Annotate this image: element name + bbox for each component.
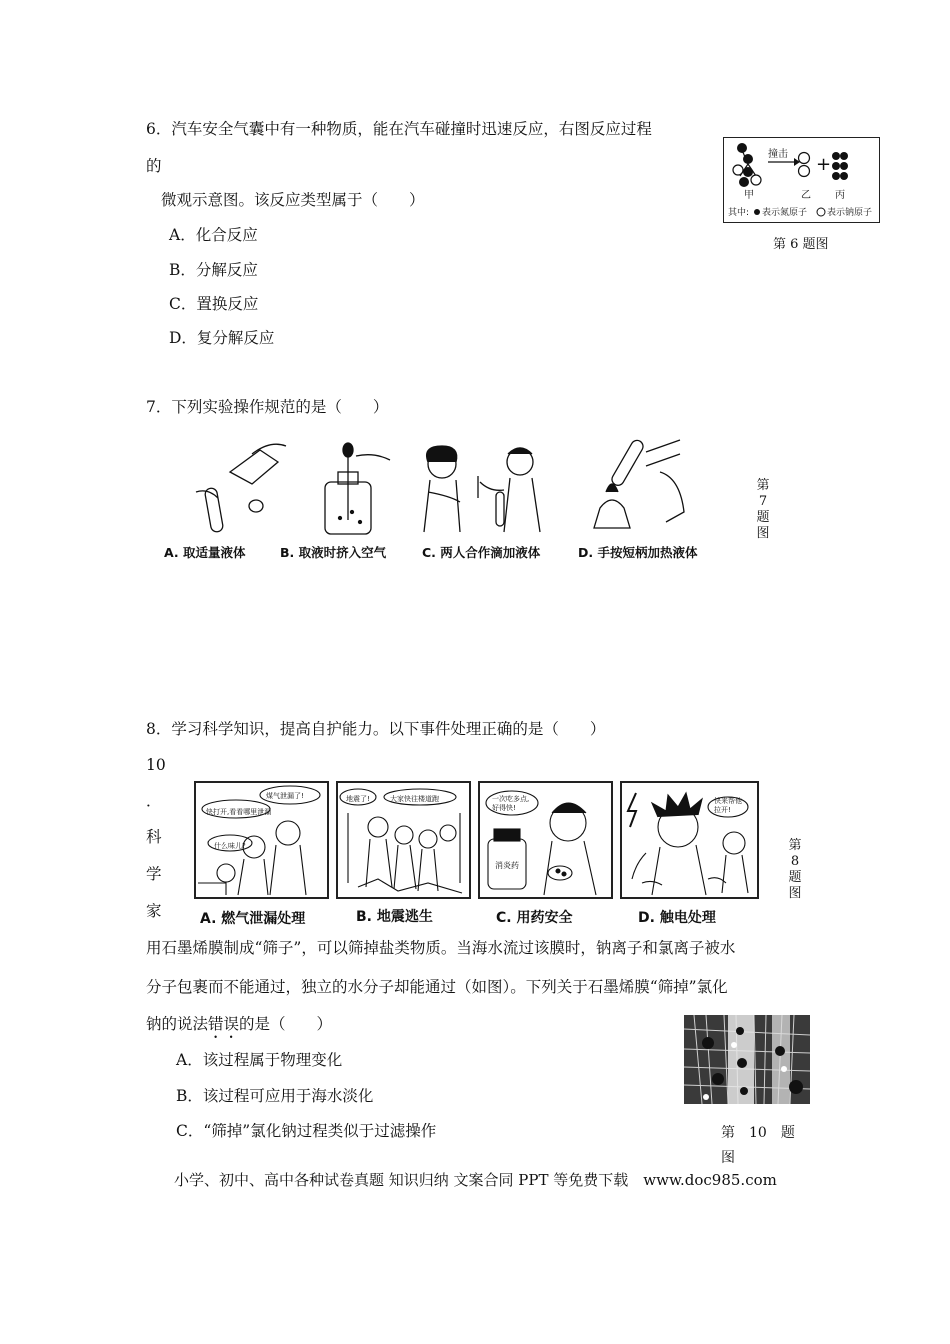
q6-stem-line2: 的 bbox=[146, 157, 162, 175]
bubble-text: 快来帮他拉开! bbox=[714, 797, 742, 814]
q6-stem-line1: 6．汽车安全气囊中有一种物质，能在汽车碰撞时迅速反应，右图反应过程 bbox=[146, 120, 652, 138]
reaction-diagram bbox=[724, 138, 879, 222]
bubble-text: 煤气泄漏了! bbox=[266, 792, 304, 800]
q10-figure bbox=[684, 1015, 810, 1104]
q6-stem-line3: 微观示意图。该反应类型属于（ ） bbox=[161, 191, 425, 209]
q8-figure-caption: 第 8 题 图 bbox=[788, 838, 802, 901]
q8-panel-label-c: C. 用药安全 bbox=[496, 910, 573, 926]
svg-text:乙: 乙 bbox=[801, 190, 811, 201]
page-footer: 小学、初中、高中各种试卷真题 知识归纳 文案合同 PPT 等免费下载 www.doc985.com bbox=[174, 1171, 777, 1189]
q10-emphasis-wrong: 错误 bbox=[208, 1015, 240, 1033]
medicine-bottle-label: 消炎药 bbox=[495, 861, 519, 870]
svg-text:其中:: 其中: bbox=[728, 208, 750, 218]
q8-panel-a bbox=[194, 781, 329, 899]
q6-option-d: D．复分解反应 bbox=[169, 329, 275, 347]
q8-stem: 8．学习科学知识，提高自护能力。以下事件处理正确的是（ ） bbox=[146, 720, 606, 738]
graphene-membrane-image bbox=[684, 1015, 810, 1104]
q8-panel-label-d: D. 触电处理 bbox=[638, 910, 716, 926]
q10-number-dot: ． bbox=[146, 792, 162, 810]
q6-option-a: A．化合反应 bbox=[169, 226, 258, 244]
svg-text:+: + bbox=[816, 154, 832, 175]
q10-number-char2: 学 bbox=[146, 865, 162, 883]
q6-option-c: C．置换反应 bbox=[169, 295, 259, 313]
bubble-text: 地震了! bbox=[346, 795, 370, 803]
q8-panel-d bbox=[620, 781, 759, 899]
q8-figure bbox=[194, 781, 764, 931]
q7-panel-label-b: B. 取液时挤入空气 bbox=[280, 545, 387, 560]
q10-figure-caption-line1: 第 10 题 bbox=[721, 1125, 795, 1141]
q8-panel-label-a: A. 燃气泄漏处理 bbox=[200, 911, 306, 927]
q6-option-b: B．分解反应 bbox=[169, 261, 258, 279]
q7-panel-label-a: A. 取适量液体 bbox=[164, 545, 246, 560]
q8-panel-b bbox=[336, 781, 471, 899]
q8-panel-c bbox=[478, 781, 613, 899]
bubble-text: 快打开,看看哪里泄漏 bbox=[206, 808, 272, 816]
svg-text:甲: 甲 bbox=[744, 190, 754, 201]
svg-text:撞击: 撞击 bbox=[768, 149, 788, 160]
nitrogen-atom bbox=[737, 143, 747, 153]
bubble-text: 一次吃多点,好得快! bbox=[492, 795, 530, 812]
q10-stem-line3-pre: 钠的说法 bbox=[146, 1015, 209, 1033]
q7-panel-label-d: D. 手按短柄加热液体 bbox=[578, 545, 698, 560]
q7-panel-label-c: C. 两人合作滴加液体 bbox=[422, 545, 541, 560]
q7-figure bbox=[160, 432, 720, 564]
q10-stem-line1: 用石墨烯膜制成“筛子”，可以筛掉盐类物质。当海水流过该膜时，钠离子和氯离子被水 bbox=[146, 939, 736, 957]
svg-text:表示钠原子: 表示钠原子 bbox=[827, 208, 873, 218]
q10-number-char1: 科 bbox=[146, 828, 162, 846]
q10-option-b: B．该过程可应用于海水淡化 bbox=[176, 1087, 374, 1105]
svg-text:表示氮原子: 表示氮原子 bbox=[762, 208, 808, 218]
lab-operations-illustration bbox=[160, 432, 720, 542]
sodium-atom bbox=[733, 165, 743, 175]
q8-panel-label-b: B. 地震逃生 bbox=[356, 909, 433, 925]
svg-text:丙: 丙 bbox=[835, 190, 845, 201]
q10-stem-line2: 分子包裹而不能通过，独立的水分子却能通过（如图）。下列关于石墨烯膜“筛掉”氯化 bbox=[146, 978, 728, 996]
q10-stem-line3-post: 的是（ ） bbox=[239, 1015, 333, 1033]
q6-figure-caption: 第 6 题图 bbox=[773, 237, 829, 252]
q6-figure bbox=[723, 137, 880, 223]
q7-figure-caption: 第 7 题 图 bbox=[756, 478, 770, 541]
q10-option-a: A．该过程属于物理变化 bbox=[176, 1051, 343, 1069]
q10-number-10: 10 bbox=[146, 756, 166, 774]
q10-stem-line3 bbox=[146, 1014, 332, 1042]
q10-figure-caption-line2: 图 bbox=[721, 1150, 735, 1166]
bubble-text: 大家快往楼道跑 bbox=[390, 795, 439, 803]
q7-stem: 7．下列实验操作规范的是（ ） bbox=[146, 398, 389, 416]
q10-number-char3: 家 bbox=[146, 902, 162, 920]
bubble-text: 什么味儿? bbox=[214, 842, 246, 850]
q10-option-c: C．“筛掉”氯化钠过程类似于过滤操作 bbox=[176, 1122, 437, 1140]
